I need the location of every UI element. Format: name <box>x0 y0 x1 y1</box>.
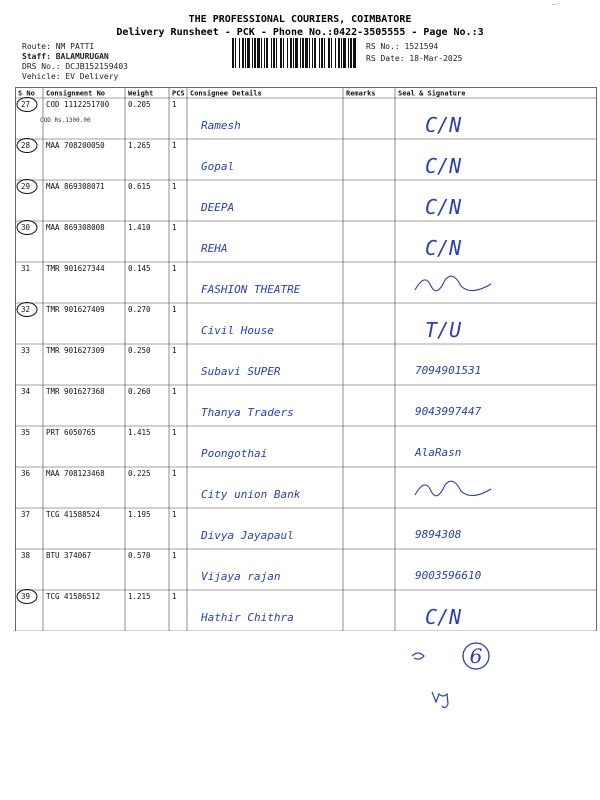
barcode-bar <box>242 38 244 68</box>
barcode-bar <box>335 38 336 68</box>
table-row <box>17 139 462 179</box>
barcode-bar <box>257 38 260 68</box>
row-seal-signature: C/N <box>425 605 462 629</box>
table-row <box>21 264 491 296</box>
barcode-bar <box>235 38 236 68</box>
barcode-bar <box>239 38 240 68</box>
row-pcs: 1 <box>172 510 177 519</box>
drs-number: DRS No.: DCJB152159403 <box>22 62 128 71</box>
barcode-bar <box>280 38 282 68</box>
barcode-bar <box>271 38 272 68</box>
row-sno: 37 <box>21 510 31 519</box>
table-row <box>21 428 461 460</box>
row-consignee-handwritten: Vijaya rajan <box>201 570 281 583</box>
barcode-bar <box>302 38 304 68</box>
row-seal-signature: 9003596610 <box>415 569 482 582</box>
row-consignment-no: TMR 901627344 <box>46 264 105 273</box>
barcode-bar <box>273 38 275 68</box>
barcode-bar <box>328 38 330 68</box>
row-pcs: 1 <box>172 428 177 437</box>
barcode-bar <box>348 38 349 68</box>
row-consignee-handwritten: Gopal <box>201 160 235 173</box>
row-consignee-handwritten: Divya Jayapaul <box>201 529 294 542</box>
table-row <box>21 551 482 583</box>
table-header <box>18 90 465 98</box>
barcode-bar <box>276 38 277 68</box>
barcode-bar <box>264 38 265 68</box>
row-consignee-handwritten: Civil House <box>201 324 274 337</box>
row-pcs: 1 <box>172 223 177 232</box>
barcode-bar <box>312 38 313 68</box>
barcode-bar <box>324 38 325 68</box>
row-consignee-handwritten: Hathir Chithra <box>201 611 294 624</box>
row-consignment-no: TMR 901627409 <box>46 305 105 314</box>
barcode-bar <box>287 38 288 68</box>
row-consignee-handwritten: Thanya Traders <box>201 406 294 419</box>
row-consignment-no: MAA 708123468 <box>46 469 105 478</box>
route-label: Route: NM PATTI <box>22 42 95 51</box>
row-weight: 1.265 <box>128 141 151 150</box>
row-pcs: 1 <box>172 592 177 601</box>
row-consignee-handwritten: DEEPA <box>201 201 235 214</box>
row-weight: 0.260 <box>128 387 151 396</box>
row-consignment-no: PRT 6050765 <box>46 428 96 437</box>
row-consignee-handwritten: Ramesh <box>201 119 241 132</box>
barcode-bar <box>283 38 284 68</box>
barcode-bar <box>254 38 256 68</box>
barcode-bar <box>331 38 332 68</box>
row-sno: 38 <box>21 551 31 560</box>
row-weight: 0.145 <box>128 264 151 273</box>
row-seal-signature: AlaRasn <box>415 446 462 459</box>
staff-label: Staff: BALAMURUGAN <box>22 52 109 61</box>
row-seal-signature: 9043997447 <box>415 405 482 418</box>
row-consignment-no: TMR 901627309 <box>46 346 105 355</box>
row-consignment-no: MAA 708200050 <box>46 141 105 150</box>
corner-mark: —· <box>552 0 561 8</box>
row-consignment-no: COD 1112251700 <box>46 100 110 109</box>
row-weight: 0.250 <box>128 346 151 355</box>
row-seal-signature: T/U <box>425 318 462 342</box>
rs-number: RS No.: 1521594 <box>366 42 439 51</box>
document-title: THE PROFESSIONAL COURIERS, COIMBATORE <box>188 14 412 25</box>
row-sno: 30 <box>21 223 31 232</box>
barcode-bar <box>353 38 356 68</box>
row-seal-signature: C/N <box>425 195 462 219</box>
row-weight: 1.410 <box>128 223 151 232</box>
row-sno: 35 <box>21 428 31 437</box>
row-consignee-handwritten: Poongothai <box>201 447 268 460</box>
barcode-bar <box>341 38 342 68</box>
barcode-bar <box>247 38 250 68</box>
row-consignee-handwritten: FASHION THEATRE <box>201 283 301 296</box>
row-consignment-no: TCG 41586512 <box>46 592 101 601</box>
row-seal-signature: 7094901531 <box>415 364 482 377</box>
row-seal-signature: C/N <box>425 113 462 137</box>
barcode-bar <box>295 38 298 68</box>
vehicle-label: Vehicle: EV Delivery <box>22 72 119 81</box>
row-consignee-handwritten: City union Bank <box>201 488 301 501</box>
row-pcs: 1 <box>172 264 177 273</box>
delivered-count: 6 <box>469 644 483 668</box>
barcode-bar <box>232 38 234 68</box>
row-seal-signature: C/N <box>425 236 462 260</box>
header-sno: S No <box>18 89 35 98</box>
row-consignee-handwritten: Subavi SUPER <box>201 365 281 378</box>
row-seal-signature: C/N <box>425 154 462 178</box>
runsheet-table <box>15 87 597 631</box>
row-consignment-no: TCG 41588524 <box>46 510 101 519</box>
row-sno: 34 <box>21 387 31 396</box>
table-row <box>21 346 481 378</box>
table-row <box>17 180 462 220</box>
row-weight: 0.205 <box>128 100 151 109</box>
row-weight: 0.615 <box>128 182 151 191</box>
row-weight: 0.225 <box>128 469 151 478</box>
row-sno: 28 <box>21 141 31 150</box>
table-grid <box>16 88 597 632</box>
row-consignment-no: MAA 869308071 <box>46 182 105 191</box>
table-row <box>17 98 462 138</box>
row-sno: 39 <box>21 592 31 601</box>
row-seal-signature: 9894308 <box>415 528 462 541</box>
barcode-bar <box>300 38 301 68</box>
row-weight: 1.195 <box>128 510 151 519</box>
header-remarks: Remarks <box>346 89 376 98</box>
table-row <box>17 221 462 261</box>
row-pcs: 1 <box>172 387 177 396</box>
barcode-bar <box>350 38 352 68</box>
row-pcs: 1 <box>172 346 177 355</box>
table-row <box>17 303 462 343</box>
row-consignment-no: MAA 869308008 <box>46 223 105 232</box>
row-pcs: 1 <box>172 469 177 478</box>
table-row <box>21 387 482 419</box>
row-weight: 1.415 <box>128 428 151 437</box>
row-sno: 33 <box>21 346 31 355</box>
barcode-bar <box>293 38 294 68</box>
row-pcs: 1 <box>172 551 177 560</box>
table-row <box>17 590 462 630</box>
barcode-bar <box>252 38 253 68</box>
barcode-bar <box>343 38 346 68</box>
footer-scribble <box>412 653 424 659</box>
barcode-bar <box>309 38 310 68</box>
initials-signature <box>432 692 448 708</box>
barcode-bar <box>266 38 268 68</box>
row-sno: 36 <box>21 469 31 478</box>
row-pcs: 1 <box>172 305 177 314</box>
document-subtitle: Delivery Runsheet - PCK - Phone No.:0422-3505555 - Page No.:3 <box>116 27 484 38</box>
row-consignee-handwritten: REHA <box>201 242 228 255</box>
row-signature-scribble <box>415 481 491 496</box>
row-sno: 27 <box>21 100 31 109</box>
barcode-bar <box>319 38 320 68</box>
row-sno: 29 <box>21 182 31 191</box>
barcode-bar <box>314 38 316 68</box>
row-signature-scribble <box>415 276 491 291</box>
barcode-bar <box>290 38 292 68</box>
barcode-bar <box>245 38 246 68</box>
barcode-bar <box>261 38 262 68</box>
row-pcs: 1 <box>172 100 177 109</box>
row-consignment-no: TMR 901627368 <box>46 387 105 396</box>
rs-date: RS Date: 18-Mar-2025 <box>366 54 463 63</box>
table-row <box>21 510 462 542</box>
row-pcs: 1 <box>172 141 177 150</box>
header-pcs: PCS <box>172 89 185 98</box>
barcode-bar <box>321 38 323 68</box>
header-consignment: Consignment No <box>46 89 106 98</box>
barcode-bar <box>305 38 308 68</box>
header-seal: Seal & Signature <box>398 89 466 98</box>
footer-marks <box>400 636 520 716</box>
row-consignment-no: BTU 374067 <box>46 551 92 560</box>
table-row <box>21 469 491 501</box>
row-sno: 32 <box>21 305 31 314</box>
row-weight: 0.570 <box>128 551 151 560</box>
row-sno: 31 <box>21 264 31 273</box>
row-cod-note: COD Rs.1300.00 <box>40 117 91 124</box>
row-pcs: 1 <box>172 182 177 191</box>
barcode-icon <box>232 38 358 68</box>
barcode-bar <box>338 38 340 68</box>
table-border <box>16 88 597 632</box>
header-consignee: Consignee Details <box>190 89 262 98</box>
header-weight: Weight <box>128 89 154 98</box>
row-weight: 0.270 <box>128 305 151 314</box>
row-weight: 1.215 <box>128 592 151 601</box>
